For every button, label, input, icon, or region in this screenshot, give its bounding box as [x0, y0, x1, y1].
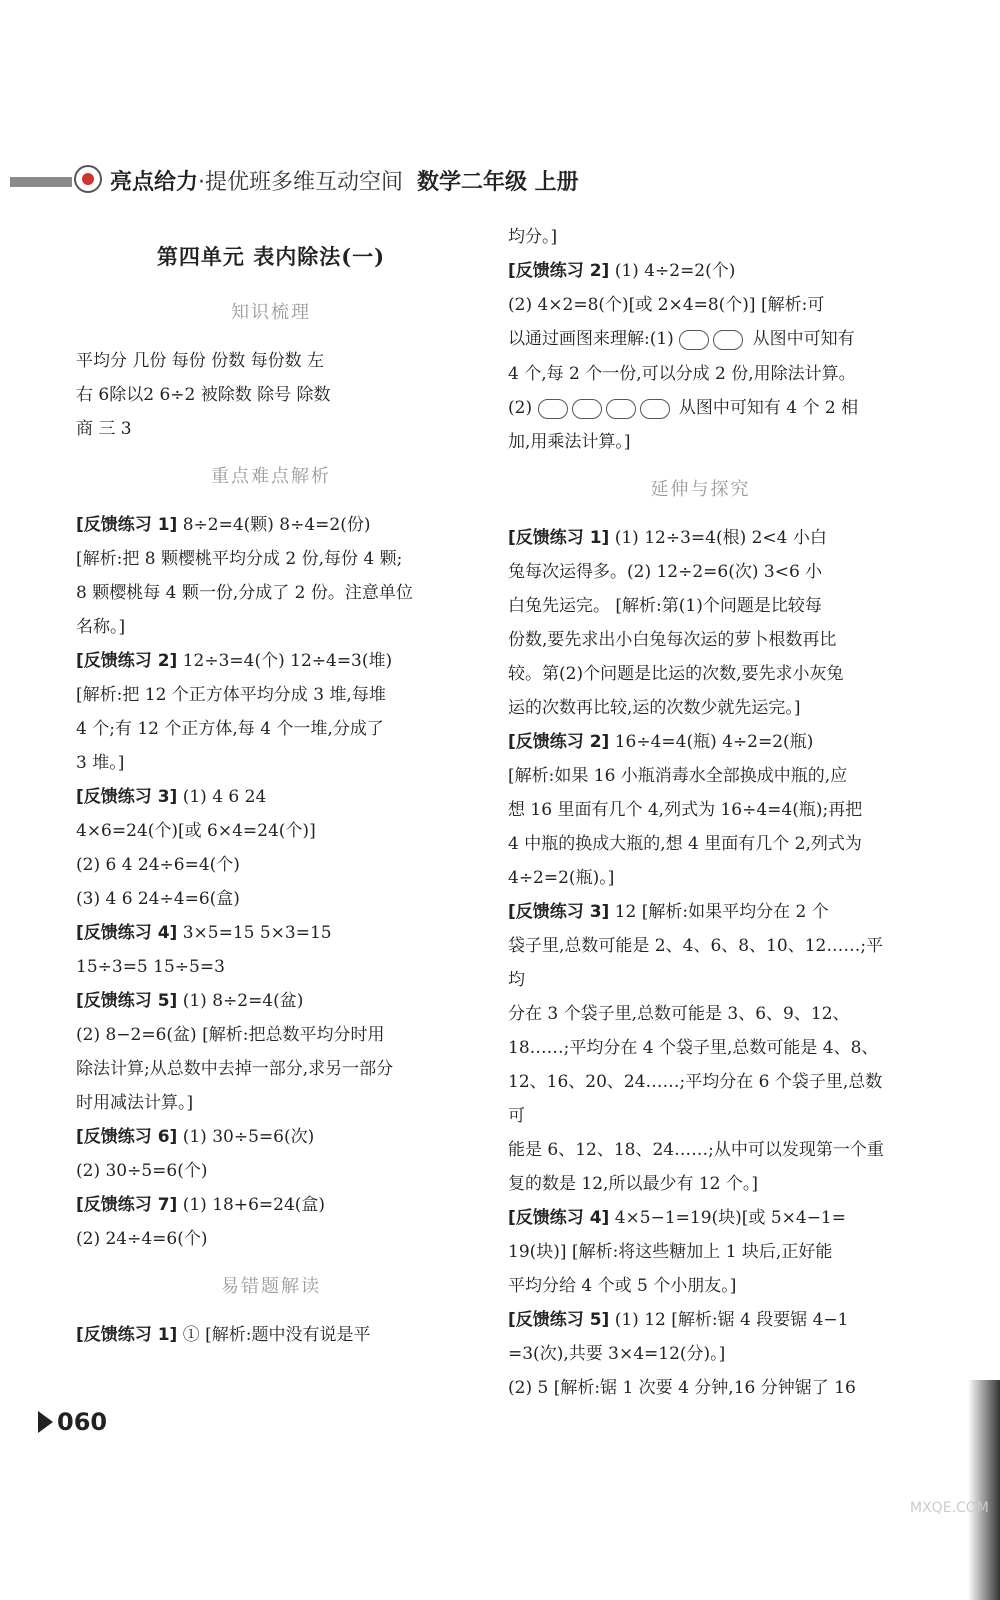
exercise-line: =3(次),共要 3×4=12(分)。] [508, 1344, 726, 1364]
exercise-item [76, 984, 466, 1018]
exercise-text: 16÷4=4(瓶) 4÷2=2(瓶) [614, 732, 814, 752]
exercise-item [508, 254, 893, 288]
left-column [76, 240, 466, 1352]
continued-line: 均分。] [508, 227, 558, 247]
exercise-line: 除法计算;从总数中去掉一部分,求另一部分 [76, 1059, 394, 1079]
exercise-label: [反馈练习 7] [76, 1195, 178, 1215]
exercise-label: [反馈练习 2] [76, 651, 178, 671]
section-knowledge-title: 知识梳理 [231, 302, 311, 323]
exercise-line: 时用减法计算。] [76, 1093, 194, 1113]
exercise-text: 从图中可知有 4 个 2 相 [678, 397, 859, 418]
series-name: ·提优班多维互动空间 [198, 170, 404, 195]
exercise-line: [解析:把 12 个正方体平均分成 3 堆,每堆 [76, 685, 386, 705]
exercise-item [76, 1188, 466, 1222]
exercise-text: (1) 12 [解析:锯 4 段要锯 4−1 [614, 1310, 849, 1330]
exercise-text: (1) 8÷2=4(盆) [182, 991, 304, 1011]
exercise-line: 8 颗樱桃每 4 颗一份,分成了 2 份。注意单位 [76, 583, 413, 603]
right-column [508, 220, 893, 1405]
knowledge-line: 商 三 3 [76, 419, 132, 439]
exercise-text: (1) 4÷2=2(个) [614, 261, 736, 281]
exercise-line: 4×6=24(个)[或 6×4=24(个)] [76, 821, 316, 841]
exercise-line: (2) 8−2=6(盆) [解析:把总数平均分时用 [76, 1025, 385, 1045]
exercise-line: 18……;平均分在 4 个袋子里,总数可能是 4、8、 [508, 1038, 879, 1058]
page-header [10, 165, 630, 195]
exercise-text: (2) [508, 397, 533, 418]
exercise-text: (1) 18+6=24(盒) [182, 1195, 326, 1215]
exercise-label: [反馈练习 6] [76, 1127, 178, 1147]
exercise-line: 复的数是 12,所以最少有 12 个。] [508, 1174, 759, 1194]
section-errors-title: 易错题解读 [221, 1276, 321, 1297]
exercise-line: (3) 4 6 24÷4=6(盒) [76, 889, 240, 909]
exercise-line: 份数,要先求出小白兔每次运的萝卜根数再比 [508, 630, 837, 650]
exercise-item [76, 916, 466, 950]
exercise-text: ① [解析:题中没有说是平 [182, 1325, 371, 1345]
exercise-line: [解析:如果 16 小瓶消毒水全部换成中瓶的,应 [508, 766, 848, 786]
exercise-item [76, 508, 466, 542]
exercise-label: [反馈练习 1] [76, 515, 178, 535]
knowledge-line: 平均分 几份 每份 份数 每份数 左 [76, 351, 325, 371]
exercise-line: 19(块)] [解析:将这些糖加上 1 块后,正好能 [508, 1242, 833, 1262]
exercise-line: 加,用乘法计算。] [508, 432, 631, 452]
exercise-line: 袋子里,总数可能是 2、4、6、8、10、12……;平均 [508, 936, 884, 990]
exercise-line: 分在 3 个袋子里,总数可能是 3、6、9、12、 [508, 1004, 850, 1024]
two-groups-circles-icon [679, 323, 747, 357]
brand-name: 亮点给力 [110, 170, 199, 195]
exercise-line: (2) 24÷4=6(个) [76, 1229, 208, 1249]
exercise-label: [反馈练习 2] [508, 732, 610, 752]
exercise-item [76, 1120, 466, 1154]
exercise-text: (1) 12÷3=4(根) 2<4 小白 [614, 528, 827, 548]
exercise-text: 以通过画图来理解:(1) [508, 329, 674, 349]
exercise-line: 能是 6、12、18、24……;从中可以发现第一个重 [508, 1140, 884, 1160]
exercise-line: 平均分给 4 个或 5 个小朋友。] [508, 1276, 737, 1296]
exercise-line: 运的次数再比较,运的次数少就先运完。] [508, 698, 801, 718]
page-number [38, 1408, 107, 1436]
subject-name: 数学二年级 上册 [417, 170, 579, 195]
exercise-label: [反馈练习 4] [508, 1208, 610, 1228]
exercise-text: 12 [解析:如果平均分在 2 个 [614, 902, 829, 922]
exercise-line: 想 16 里面有几个 4,列式为 16÷4=4(瓶);再把 [508, 800, 863, 820]
exercise-text: 3×5=15 5×3=15 [182, 923, 332, 943]
four-groups-circles-icon [538, 391, 674, 425]
exercise-line: 白兔先运完。 [解析:第(1)个问题是比较每 [508, 596, 822, 616]
exercise-line: 4÷2=2(瓶)。] [508, 868, 615, 888]
exercise-line: (2) 30÷5=6(个) [76, 1161, 208, 1181]
exercise-line: (2) 5 [解析:锯 1 次要 4 分钟,16 分钟锯了 16 [508, 1378, 856, 1398]
section-key-points-title: 重点难点解析 [211, 466, 331, 487]
exercise-line: 15÷3=5 15÷5=3 [76, 957, 225, 977]
exercise-label: [反馈练习 1] [508, 528, 610, 548]
exercise-text: 从图中可知有 [752, 329, 855, 349]
exercise-line: 4 中瓶的换成大瓶的,想 4 里面有几个 2,列式为 [508, 834, 862, 854]
unit-title: 第四单元 表内除法(一) [156, 244, 386, 269]
exercise-item [76, 1318, 466, 1352]
exercise-text: (1) 30÷5=6(次) [182, 1127, 315, 1147]
header-title [110, 165, 579, 196]
exercise-line: (2) 4×2=8(个)[或 2×4=8(个)] [解析:可 [508, 295, 825, 315]
exercise-item [508, 1303, 893, 1337]
exercise-item [508, 895, 893, 929]
exercise-line [508, 391, 893, 426]
triangle-icon [38, 1411, 53, 1433]
exercise-label: [反馈练习 5] [76, 991, 178, 1011]
exercise-label: [反馈练习 1] [76, 1325, 178, 1345]
exercise-line: 4 个,每 2 个一份,可以分成 2 份,用除法计算。 [508, 363, 856, 384]
exercise-label: [反馈练习 3] [76, 787, 178, 807]
left-exercise-list [76, 508, 466, 1256]
exercise-line: 名称。] [76, 617, 126, 637]
exercise-text: 8÷2=4(颗) 8÷4=2(份) [182, 515, 371, 535]
exercise-line: (2) 6 4 24÷6=4(个) [76, 855, 240, 875]
brand-logo-icon [74, 165, 102, 193]
exercise-line: 4 个;有 12 个正方体,每 4 个一堆,分成了 [76, 719, 384, 739]
exercise-line: 12、16、20、24……;平均分在 6 个袋子里,总数可 [508, 1072, 883, 1126]
header-bar [10, 177, 72, 187]
exercise-label: [反馈练习 5] [508, 1310, 610, 1330]
exercise-line: 较。第(2)个问题是比运的次数,要先求小灰兔 [508, 664, 844, 684]
exercise-label: [反馈练习 3] [508, 902, 610, 922]
exercise-item [76, 644, 466, 678]
exercise-text: 12÷3=4(个) 12÷4=3(堆) [182, 651, 393, 671]
section-extension-title: 延伸与探究 [650, 479, 751, 500]
exercise-line: 3 堆。] [76, 753, 125, 773]
watermark: MXQE.COM [910, 1500, 989, 1516]
exercise-label: [反馈练习 2] [508, 261, 610, 281]
exercise-label: [反馈练习 4] [76, 923, 178, 943]
exercise-item [508, 725, 893, 759]
exercise-line: [解析:把 8 颗樱桃平均分成 2 份,每份 4 颗; [76, 549, 403, 569]
exercise-item [76, 780, 466, 814]
page-number-text: 060 [57, 1408, 108, 1436]
exercise-line: 兔每次运得多。(2) 12÷2=6(次) 3<6 小 [508, 562, 823, 582]
exercise-text: 4×5−1=19(块)[或 5×4−1= [614, 1208, 846, 1228]
exercise-line [508, 322, 893, 357]
exercise-text: (1) 4 6 24 [182, 787, 267, 807]
knowledge-line: 右 6除以2 6÷2 被除数 除号 除数 [76, 385, 331, 405]
exercise-item [508, 521, 893, 555]
exercise-item [508, 1201, 893, 1235]
right-exercise-list [508, 521, 893, 1405]
